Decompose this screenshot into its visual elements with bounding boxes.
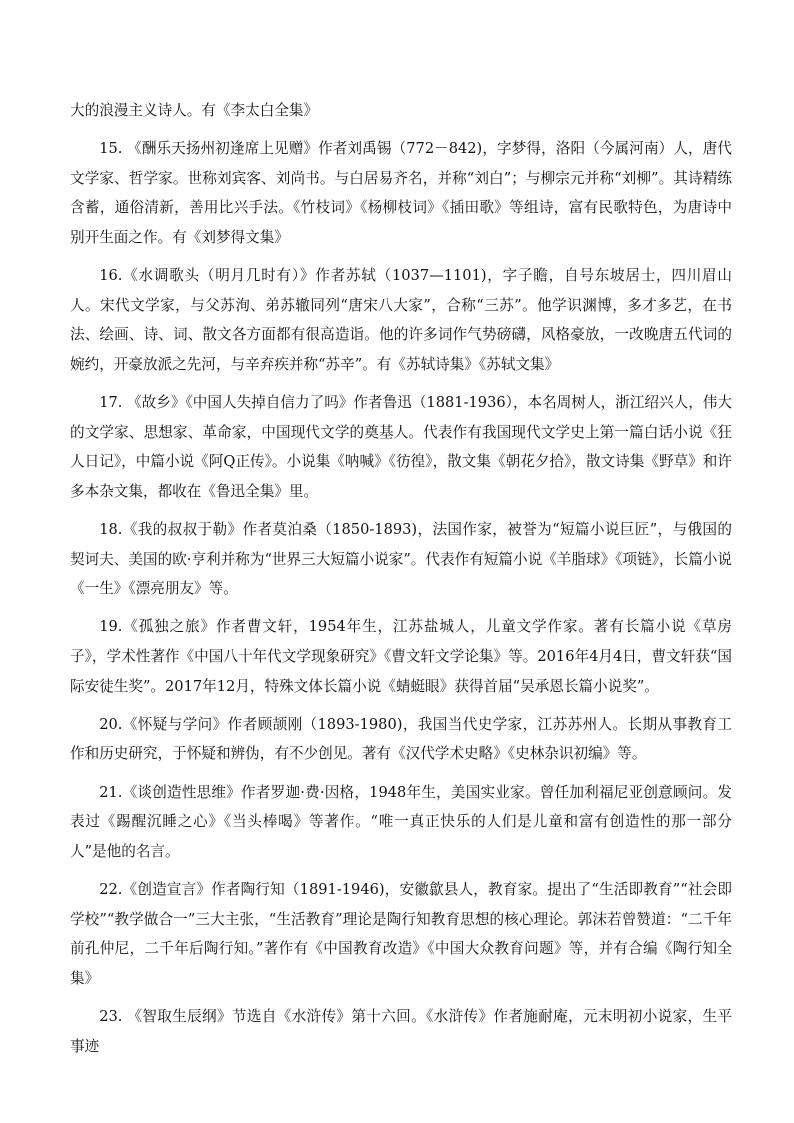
- paragraph-continuation: 大的浪漫主义诗人。有《李太白全集》: [70, 102, 319, 119]
- paragraph-entry-19: 19.《孤独之旅》作者曹文轩，1954年生，江苏盐城人，儿童文学作家。著有长篇小说《草房子》，学术性著作《中国八十年代文学现象研究》《曹文轩文学论集》等。2016年4月4日，曹文轩获“国际安徒生奖”。2017年12月，特殊文体长篇小说《蜻蜓眼》获得首届“吴承恩长篇小说奖”。: [70, 618, 732, 695]
- paragraph-entry-20: 20.《怀疑与学问》作者顾颉刚（1893-1980)，我国当代史学家，江苏苏州人。长期从事教育工作和历史研究，于怀疑和辨伪，有不少创见。著有《汉代学术史略》《史林杂识初编》等。: [70, 715, 732, 763]
- paragraph-entry-16: 16.《水调歌头（明月几时有）》作者苏轼（1037—1101)，字子瞻，自号东坡居士，四川眉山人。宋代文学家，与父苏洵、弟苏辙同列“唐宋八大家”，合称“三苏”。他学识渊博，多才多艺，在书法、绘画、诗、词、散文各方面都有很高造诣。他的许多词作气势磅礴，风格豪放，一改晚唐五代词的婉约，开豪放派之先河，与辛弃疾并称“苏辛”。有《苏轼诗集》《苏轼文集》: [70, 267, 732, 373]
- document-body: [70, 96, 732, 1070]
- paragraph-entry-15: 15. 《酬乐天扬州初逢席上见赠》作者刘禹锡（772－842)，字梦得，洛阳（今属河南）人，唐代文学家、哲学家。世称刘宾客、刘尚书。与白居易齐名，并称“刘白”；与柳宗元并称“刘柳”。其诗精练含蓄，通俗清新，善用比兴手法。《竹枝词》《杨柳枝词》《插田歌》等组诗，富有民歌特色，为唐诗中别开生面之作。有《刘梦得文集》: [70, 140, 732, 246]
- paragraph-entry-22: 22.《创造宣言》作者陶行知（1891-1946)，安徽歙县人，教育家。提出了“生活即教育”“社会即学校”“教学做合一”三大主张，“生活教育”理论是陶行知教育思想的核心理论。郭沫若曾赞道：“二千年前孔仲尼，二千年后陶行知。”著作有《中国教育改造》《中国大众教育问题》等，并有合编《陶行知全集》: [70, 881, 732, 987]
- paragraph-entry-17: 17. 《故乡》《中国人失掉自信力了吗》作者鲁迅（1881-1936），本名周树人，浙江绍兴人，伟大的文学家、思想家、革命家，中国现代文学的奠基人。代表作有我国现代文学史上第一篇白话小说《狂人日记》，中篇小说《阿Q正传》。小说集《呐喊》《彷徨》，散文集《朝花夕拾》，散文诗集《野草》和许多本杂文集，都收在《鲁迅全集》里。: [70, 394, 732, 500]
- paragraph-entry-18: 18.《我的叔叔于勒》作者莫泊桑（1850-1893)，法国作家，被誉为“短篇小说巨匠”，与俄国的契诃夫、美国的欧·亨利并称为“世界三大短篇小说家”。代表作有短篇小说《羊脂球》《项链》，长篇小说《一生》《漂亮朋友》等。: [70, 521, 732, 598]
- paragraph-entry-23: 23. 《智取生辰纲》节选自《水浒传》第十六回。《水浒传》作者施耐庵，元末明初小说家，生平事迹: [70, 1007, 732, 1055]
- paragraph-entry-21: 21.《谈创造性思维》作者罗迦·费·因格，1948年生，美国实业家。曾任加利福尼亚创意顾问。发表过《踢醒沉睡之心》《当头棒喝》等著作。“唯一真正快乐的人们是儿童和富有创造性的那一部分人”是他的名言。: [70, 783, 732, 860]
